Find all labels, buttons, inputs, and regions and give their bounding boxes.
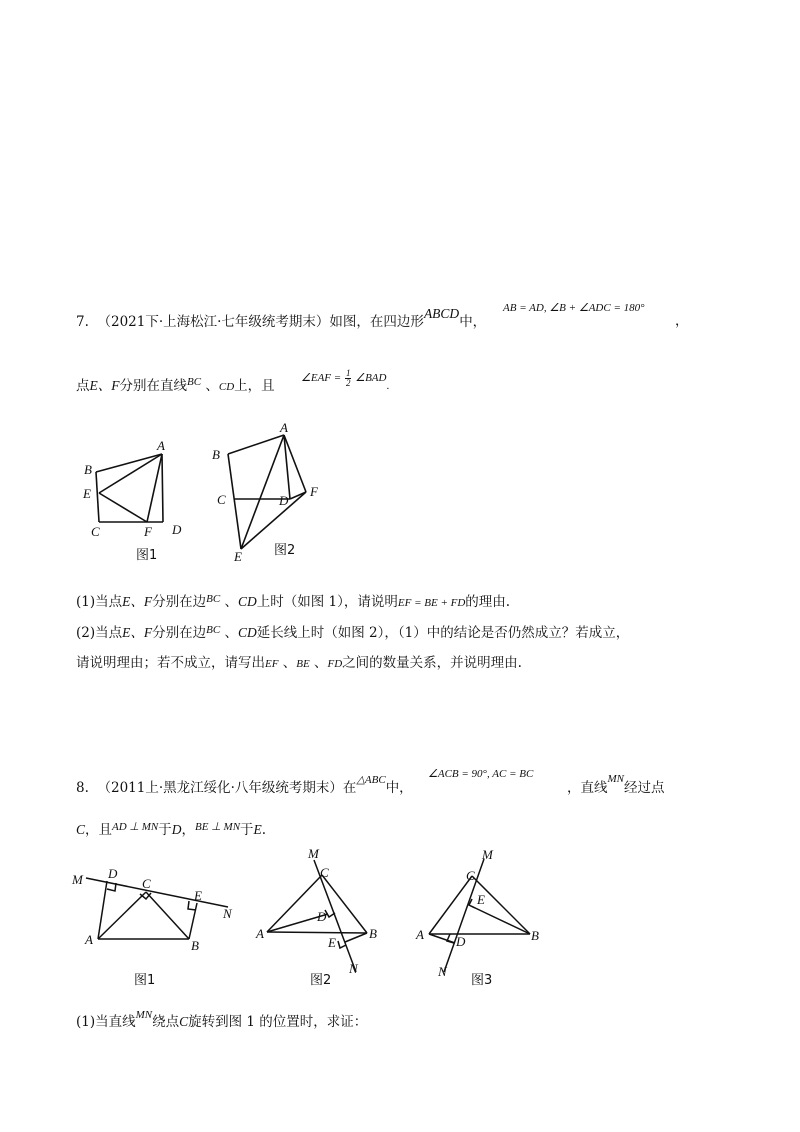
q7-line2-on: 上，且 [234,378,275,394]
q8-fig3-caption: 图3 [471,973,493,988]
q8f2-label-A: A [256,926,264,941]
q7f1-label-D: D [172,522,182,537]
q7-p1-eq: EF = BE + FD [397,597,466,609]
q7f2-label-C: C [217,492,226,507]
q8-comma: ， [181,822,196,838]
q8f3-label-A: A [416,927,424,942]
q8-mid: 中， [385,780,413,796]
q7-p2-s1: 、 [282,655,297,671]
q8-p1-d: 旋转到图 1 的位置时，求证： [188,1014,368,1030]
q7-p2-ef: E、F [122,625,153,640]
q8f1-label-E: E [194,888,202,903]
q7f2-label-B: B [212,447,220,462]
q8-figure-1 [70,862,245,996]
q8f2-label-N: N [349,961,358,976]
q7-fig2-caption: 图2 [274,543,296,558]
q8-condition: ∠ACB = 90°, AC = BC [428,768,534,780]
q8-figure-1-svg [70,862,245,992]
q7-frac-num: 1 [345,368,351,378]
q8-e: E [253,822,262,837]
q7f1-label-E: E [83,486,91,501]
q7-p2-cd: CD [237,625,257,640]
q7-p1-ef: E、F [122,594,153,609]
q7-p2-fd: FD [327,658,343,670]
q7f1-label-C: C [91,524,100,539]
q8-fig1-caption: 图1 [134,973,156,988]
q7-line2-ef: E、F [89,378,120,393]
q7-angle-lhs: ∠EAF = [301,372,342,385]
q8-figure-3-svg [406,842,546,992]
q8f2-label-M: M [308,846,319,861]
q7f1-label-B: B [84,462,92,477]
q7-p2-ef2: EF [265,658,279,670]
q8-period: . [261,822,267,838]
q8-after: ，直线 [567,780,608,796]
q7-period: . [386,380,390,393]
q7-p2-a: (2)当点 [76,625,123,641]
q7f2-label-F: F [310,484,318,499]
q7-line2 [76,376,275,394]
q7-p1-cd: CD [237,594,257,609]
q7-quad: ABCD [423,306,460,321]
q7-angle-rhs: ∠BAD [355,372,387,385]
q7-p1-a: (1)当点 [76,594,123,610]
q8-line2-a: ，且 [85,822,113,838]
q7-figure-1 [78,432,198,576]
q7-number: 7. [76,314,89,330]
q8f1-label-D: D [108,866,118,881]
q7-sep: 、 [205,378,219,394]
q7-figure-2-svg [200,417,340,565]
q8-ad-perp: AD ⊥ MN [112,821,159,833]
q7-figure-1-svg [78,432,198,572]
q8-line2 [76,823,266,838]
q8-yu1: 于 [158,822,172,838]
q7-line2-mid: 分别在直线 [119,378,187,394]
q7-p2-sep: 、 [224,625,238,641]
q7-p2-s2: 、 [314,655,328,671]
q8-line1 [76,774,413,796]
q7-p2-bc: BC [206,624,221,636]
q7-p1-bc: BC [206,593,221,605]
q7-p2-line2-b: 之间的数量关系，并说明理由. [342,655,522,671]
q8f1-label-A: A [85,932,93,947]
q8f1-label-N: N [223,906,232,921]
q7-p1-sep: 、 [224,594,238,610]
q7f2-label-E: E [234,549,242,564]
q7-source: （2021下·上海松江·七年级统考期末）如图，在四边形 [97,314,424,330]
q7-figure-2 [200,417,340,569]
q7-comma: ， [675,313,689,329]
q8-fig2-caption: 图2 [310,973,332,988]
q8-d: D [171,822,182,837]
q8f2-label-D: D [317,909,327,924]
q7-line2-pre: 点 [76,378,90,394]
q7-fraction [345,369,352,388]
q7-part2-line1 [76,626,629,641]
q8f3-label-M: M [482,847,493,862]
q8f1-label-B: B [191,938,199,953]
q7-p2-be: BE [296,658,310,670]
q8-part1 [76,1009,368,1030]
q7-line1 [76,306,487,330]
q7-frac-den: 2 [345,378,351,388]
q8f2-label-E: E [328,935,336,950]
q7-cd: CD [218,381,235,393]
q7-fig1-caption: 图1 [136,548,158,563]
q8f3-label-N: N [438,964,447,979]
q8-p1-c: C [179,1014,189,1029]
q7-part1 [76,595,510,610]
q8f2-label-B: B [369,926,377,941]
q8f2-label-C: C [320,865,329,880]
q8-p1-a: (1)当直线 [76,1014,136,1030]
q7-p2-line2-a: 请说明理由；若不成立，请写出 [76,655,265,671]
q7-part2-line2 [76,657,522,671]
q7-p2-c: 延长线上时（如图 2），（1）中的结论是否仍然成立？若成立， [256,625,630,641]
q8-number: 8. [76,780,89,796]
q7-bc: BC [187,376,202,388]
q7-condition: AB = AD, ∠B + ∠ADC = 180° [503,302,645,314]
q7-p1-c: 上时（如图 1），请说明 [256,594,398,610]
q8-be-perp: BE ⊥ MN [195,821,241,833]
q8-figure-2 [254,842,394,996]
q8-yu2: 于 [240,822,254,838]
q8f1-label-C: C [142,876,151,891]
q8-source: （2011上·黑龙江绥化·八年级统考期末）在 [97,780,357,796]
q8f3-label-C: C [466,868,475,883]
q7-angle-condition [301,368,390,393]
q8-mn: MN [607,773,624,785]
q7-p1-d: 的理由. [465,594,511,610]
q8-p1-b: 绕点 [152,1014,180,1030]
q7-mid: 中， [459,314,487,330]
q8-line2-c: C [76,822,86,837]
q7f2-label-D: D [279,493,289,508]
q8f1-label-M: M [72,872,83,887]
q8-tri: △ABC [356,774,386,786]
q8-line1-tail [567,773,665,796]
q8-figure-2-svg [254,842,394,992]
q8f3-label-E: E [477,892,485,907]
q7-p1-b: 分别在边 [152,594,207,610]
q8-p1-mn: MN [135,1009,153,1021]
q7f1-label-A: A [157,438,165,453]
q8f3-label-B: B [531,928,539,943]
q7-p2-b: 分别在边 [152,625,207,641]
q7f2-label-A: A [280,420,288,435]
q8-through: 经过点 [624,780,665,796]
q8f3-label-D: D [456,934,466,949]
q7f1-label-F: F [144,524,152,539]
q8-figure-3 [406,842,546,996]
